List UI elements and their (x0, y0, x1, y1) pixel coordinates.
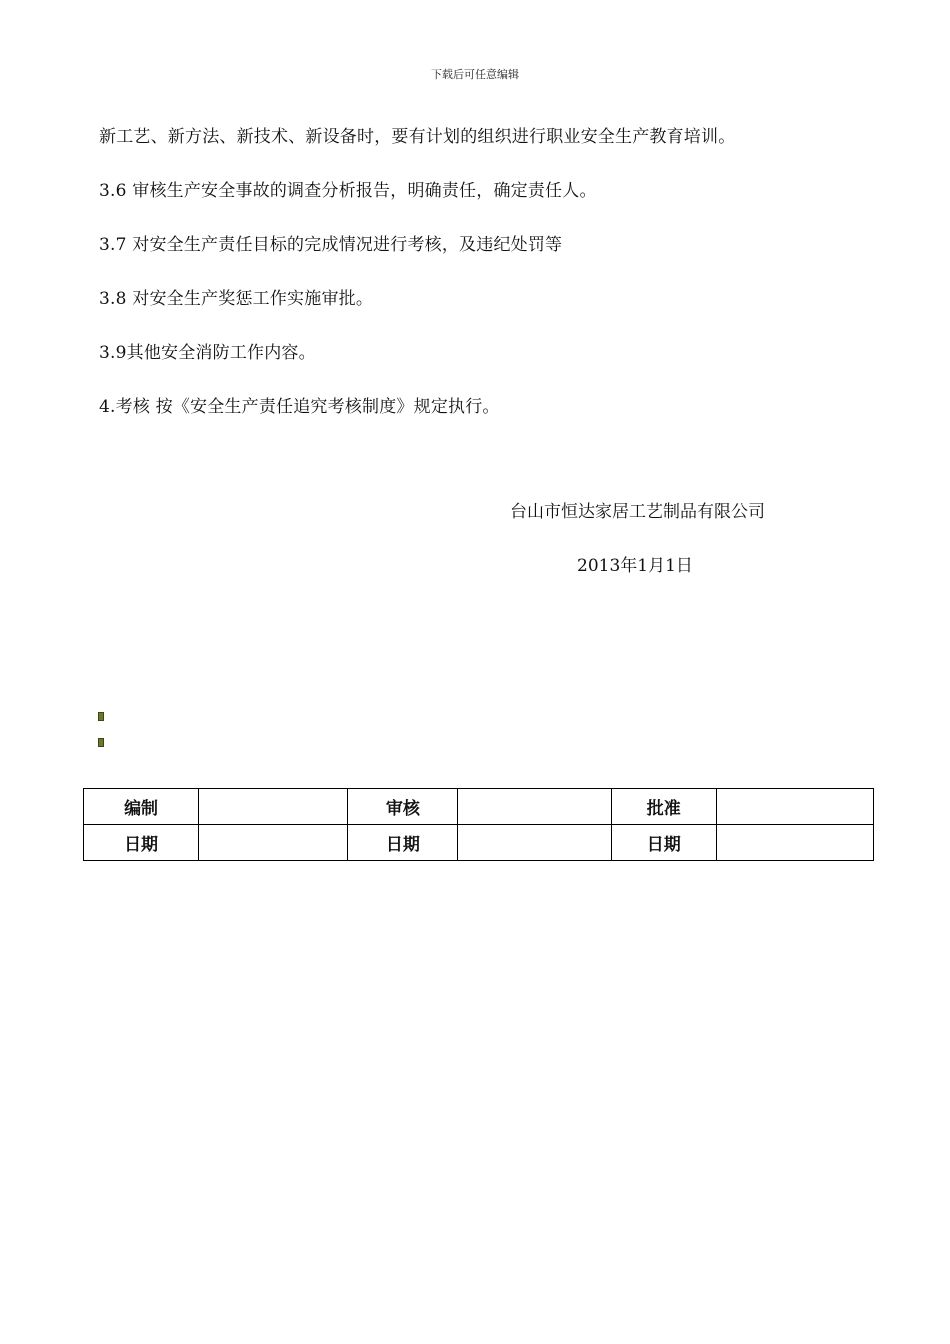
table-cell-approved[interactable] (716, 789, 873, 825)
table-label-date: 日期 (84, 825, 199, 861)
table-label-prepared: 编制 (84, 789, 199, 825)
page-header-note: 下载后可任意编辑 (431, 68, 519, 81)
company-name: 台山市恒达家居工艺制品有限公司 (510, 502, 765, 522)
signature-date: 2013年1月1日 (577, 556, 693, 576)
table-label-approved: 批准 (611, 789, 716, 825)
table-cell-prepared[interactable] (199, 789, 348, 825)
table-label-date: 日期 (348, 825, 458, 861)
table-label-date: 日期 (611, 825, 716, 861)
table-cell-date[interactable] (458, 825, 611, 861)
approval-table (83, 788, 874, 861)
body-paragraph: 3.9其他安全消防工作内容。 (99, 343, 316, 363)
body-paragraph: 3.7 对安全生产责任目标的完成情况进行考核，及违纪处罚等 (99, 235, 563, 255)
table-row (84, 789, 874, 825)
body-paragraph: 新工艺、新方法、新技术、新设备时，要有计划的组织进行职业安全生产教育培训。 (99, 127, 736, 147)
table-cell-date[interactable] (199, 825, 348, 861)
table-label-reviewed: 审核 (348, 789, 458, 825)
anchor-marker-icon (98, 712, 104, 721)
body-paragraph: 4.考核 按《安全生产责任追究考核制度》规定执行。 (99, 397, 500, 417)
body-paragraph: 3.8 对安全生产奖惩工作实施审批。 (99, 289, 374, 309)
body-paragraph: 3.6 审核生产安全事故的调查分析报告，明确责任，确定责任人。 (99, 181, 597, 201)
anchor-marker-icon (98, 738, 104, 747)
table-cell-date[interactable] (716, 825, 873, 861)
table-cell-reviewed[interactable] (458, 789, 611, 825)
table-row (84, 825, 874, 861)
